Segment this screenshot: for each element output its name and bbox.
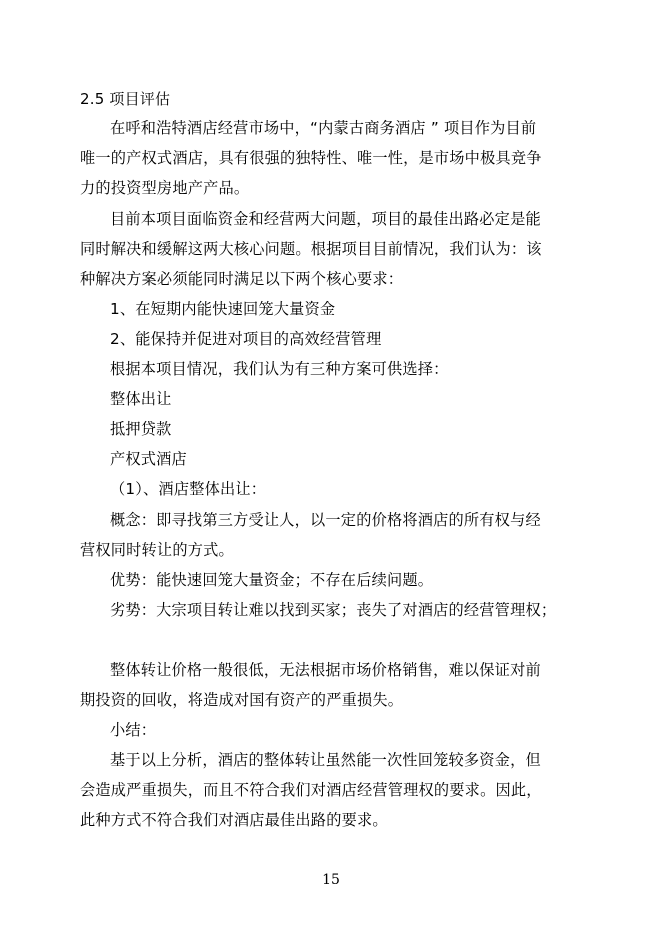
paragraph-line: 在呼和浩特酒店经营市场中，“内蒙古商务酒店 ” 项目作为目前 bbox=[110, 119, 537, 137]
paragraph-line: 种解决方案必须能同时满足以下两个核心要求： bbox=[80, 270, 404, 288]
subsection-title: （1）、酒店整体出让： bbox=[110, 480, 267, 498]
option-item: 产权式酒店 bbox=[110, 450, 187, 468]
paragraph-line: 同时解决和缓解这两大核心问题。根据项目目前情况，我们认为：该 bbox=[80, 240, 542, 258]
summary-line: 会造成严重损失，而且不符合我们对酒店经营管理权的要求。因此， bbox=[80, 781, 542, 799]
price-note-line: 整体转让价格一般很低，无法根据市场价格销售，难以保证对前 bbox=[110, 661, 541, 679]
option-item: 整体出让 bbox=[110, 390, 172, 408]
option-item: 抵押贷款 bbox=[110, 420, 172, 438]
disadvantage-line: 劣势：大宗项目转让难以找到买家；丧失了对酒店的经营管理权； bbox=[110, 601, 557, 619]
summary-line: 此种方式不符合我们对酒店最佳出路的要求。 bbox=[80, 811, 388, 829]
concept-line: 营权同时转让的方式。 bbox=[80, 541, 234, 559]
paragraph-line: 唯一的产权式酒店，具有很强的独特性、唯一性，是市场中极具竞争 bbox=[80, 149, 542, 167]
section-heading: 2.5 项目评估 bbox=[80, 90, 171, 108]
paragraph-line: 目前本项目面临资金和经营两大问题，项目的最佳出路必定是能 bbox=[110, 210, 541, 228]
price-note-line: 期投资的回收，将造成对国有资产的严重损失。 bbox=[80, 691, 404, 709]
requirement-item: 1、在短期内能快速回笼大量资金 bbox=[110, 300, 336, 318]
paragraph-line: 力的投资型房地产产品。 bbox=[80, 179, 250, 197]
advantage-line: 优势：能快速回笼大量资金；不存在后续问题。 bbox=[110, 571, 434, 589]
options-intro: 根据本项目情况，我们认为有三种方案可供选择： bbox=[110, 360, 449, 378]
page-number: 15 bbox=[322, 872, 340, 888]
summary-line: 基于以上分析，酒店的整体转让虽然能一次性回笼较多资金，但 bbox=[110, 751, 541, 769]
summary-title: 小结： bbox=[110, 721, 157, 739]
concept-line: 概念：即寻找第三方受让人，以一定的价格将酒店的所有权与经 bbox=[110, 511, 541, 529]
requirement-item: 2、能保持并促进对项目的高效经营管理 bbox=[110, 330, 382, 348]
